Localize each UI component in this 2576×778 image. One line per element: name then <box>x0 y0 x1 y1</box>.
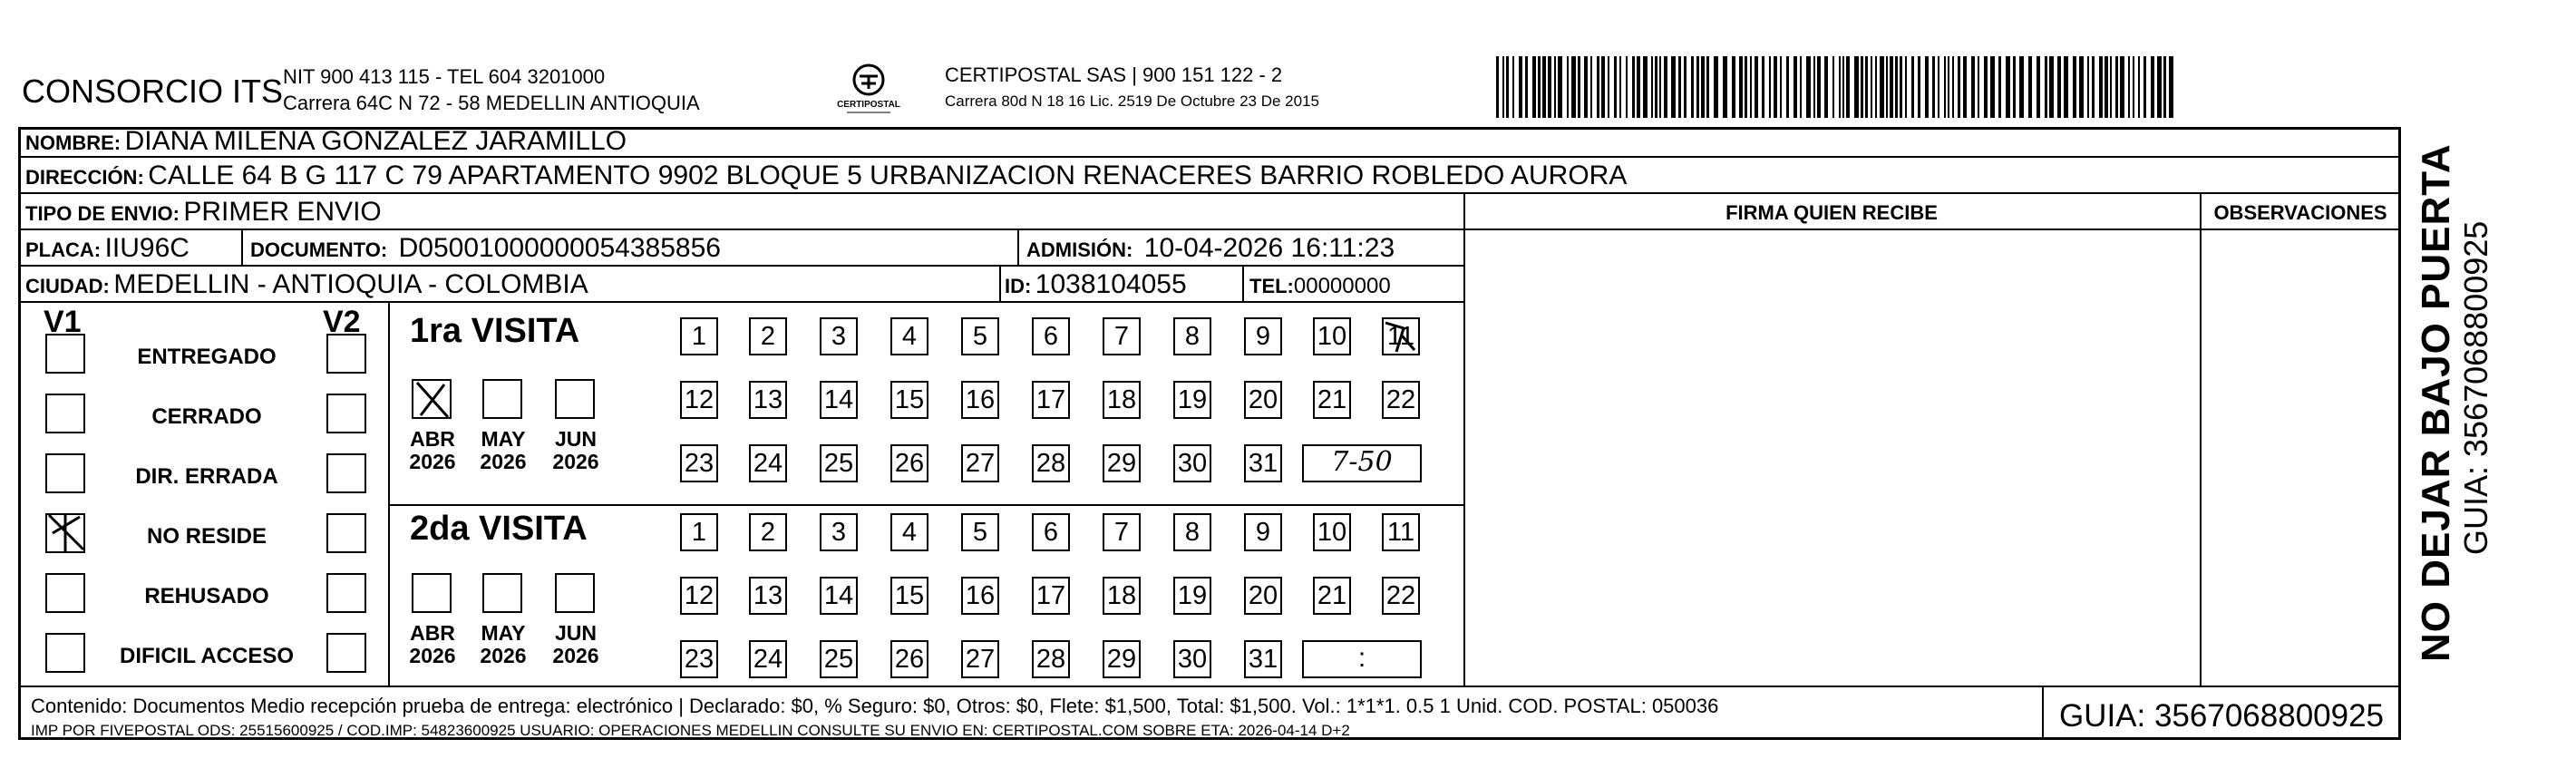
day-box[interactable]: 13 <box>749 577 787 615</box>
nit-line-2: Carrera 64C N 72 - 58 MEDELLIN ANTIOQUIA <box>283 92 700 114</box>
barcode-bar <box>1597 56 1599 118</box>
barcode-bar <box>2120 56 2124 118</box>
barcode-bar <box>1691 56 1694 118</box>
barcode-bar <box>2013 56 2016 118</box>
barcode-bar <box>1664 56 1667 118</box>
barcode-bar <box>1696 56 1699 118</box>
barcode-bar <box>1780 56 1782 118</box>
day-box[interactable]: 17 <box>1032 381 1070 419</box>
day-box[interactable]: 30 <box>1173 444 1211 482</box>
barcode-bar <box>1637 56 1640 118</box>
day-box[interactable]: 3 <box>820 317 858 355</box>
month-name: MAY <box>481 621 526 645</box>
barcode-bar <box>1871 56 1872 118</box>
col-divider <box>999 265 1001 301</box>
barcode-bar <box>2079 56 2084 118</box>
barcode-bar <box>1678 56 1681 118</box>
barcode-bar <box>1769 56 1771 118</box>
status-label: CERRADO <box>151 404 262 429</box>
barcode-bar <box>1932 56 1935 118</box>
barcode-bar <box>1655 56 1657 118</box>
barcode-bar <box>1817 56 1821 118</box>
placa-field <box>25 232 190 269</box>
day-box[interactable]: 30 <box>1173 640 1211 678</box>
documento-field <box>250 232 721 269</box>
barcode-bar <box>1525 56 1528 118</box>
barcode-bar <box>1755 56 1758 118</box>
direccion-label: DIRECCIÓN: <box>25 166 144 189</box>
barcode-bar <box>1806 56 1811 118</box>
barcode-bar <box>1813 56 1815 118</box>
barcode-bar <box>1846 56 1850 118</box>
barcode-bar <box>1875 56 1877 118</box>
barcode-bar <box>1590 56 1592 118</box>
company-name: CONSORCIO ITS <box>22 73 284 110</box>
firma-label: FIRMA QUIEN RECIBE <box>1725 201 1938 224</box>
day-box[interactable]: 21 <box>1313 381 1351 419</box>
barcode-bar <box>1793 56 1797 118</box>
month-name: JUN <box>554 621 597 645</box>
barcode-bar <box>2099 56 2103 118</box>
visit1-title: 1ra VISITA <box>410 312 580 350</box>
day-box[interactable]: 6 <box>1032 317 1070 355</box>
day-box[interactable]: 12 <box>680 577 718 615</box>
month-year: 2026 <box>480 644 527 667</box>
day-box[interactable]: 18 <box>1103 381 1141 419</box>
barcode-bar <box>1601 56 1605 118</box>
tel-label: TEL: <box>1249 275 1294 297</box>
status-label: REHUSADO <box>144 584 269 608</box>
barcode-bar <box>1948 56 1949 118</box>
barcode-bar <box>1786 56 1789 118</box>
visit-divider <box>388 504 1463 506</box>
barcode <box>1496 56 2174 118</box>
barcode-bar <box>1958 56 1960 118</box>
day-box[interactable]: 18 <box>1103 577 1141 615</box>
handwritten-time: 7-50 <box>1331 446 1393 478</box>
day-box[interactable]: 24 <box>749 444 787 482</box>
col-divider <box>2200 192 2202 686</box>
barcode-bar <box>1643 56 1648 118</box>
day-box[interactable]: 10 <box>1313 513 1351 551</box>
barcode-bar <box>2006 56 2010 118</box>
v1-checkbox[interactable] <box>45 453 85 493</box>
v2-checkbox[interactable] <box>326 633 366 673</box>
observaciones-label: OBSERVACIONES <box>2213 201 2387 224</box>
day-box[interactable]: 9 <box>1244 317 1282 355</box>
month-checkbox[interactable] <box>412 573 452 613</box>
day-box[interactable]: 2 <box>749 513 787 551</box>
day-box[interactable]: 2 <box>749 317 787 355</box>
barcode-bar <box>1548 56 1551 118</box>
barcode-bar <box>1608 56 1609 118</box>
placa-label: PLACA: <box>25 238 102 261</box>
barcode-bar <box>2128 56 2130 118</box>
month-year: 2026 <box>409 450 456 473</box>
barcode-bar <box>1990 56 1995 118</box>
certipostal-address: Carrera 80d N 18 16 Lic. 2519 De Octubre 23 De 2015 <box>945 92 1319 110</box>
barcode-bar <box>2110 56 2112 118</box>
footer-guia: GUIA: 3567068800925 <box>2058 698 2385 734</box>
v2-checkbox[interactable] <box>326 573 366 613</box>
month-year: 2026 <box>480 450 527 473</box>
status-label: DIR. ERRADA <box>135 464 278 489</box>
direccion-value: CALLE 64 B G 117 C 79 APARTAMENTO 9902 BLOQUE 5 URBANIZACION RENACERES BARRIO ROBLEDO AURORA <box>148 160 1628 190</box>
month-checkbox[interactable] <box>555 379 595 419</box>
barcode-bar <box>1895 56 1898 118</box>
logo-text: CERTIPOSTAL <box>837 100 900 110</box>
handwritten-mark <box>44 510 89 555</box>
barcode-bar <box>1706 56 1709 118</box>
side-guia: GUIA: 3567068800925 <box>2457 220 2494 555</box>
footer-contents: Contenido: Documentos Medio recepción prueba de entrega: electrónico | Declarado: $0, % Seguro: $0, Otros: $0, Flete: $1,500, Total: $1,500. Vol.: 1*1*1. 0.5 1 Unid. COD. POSTAL: 050036 <box>31 695 1719 717</box>
day-box[interactable]: 25 <box>820 444 858 482</box>
barcode-bar <box>2133 56 2134 118</box>
month-name: ABR <box>410 427 455 451</box>
month-year: 2026 <box>552 644 599 667</box>
barcode-bar <box>1745 56 1747 118</box>
barcode-bar <box>1571 56 1576 118</box>
month-label <box>544 622 608 667</box>
v1-checkbox[interactable] <box>45 573 85 613</box>
barcode-bar <box>1900 56 1902 118</box>
nombre-value: DIANA MILENA GONZALEZ JARAMILLO <box>124 126 627 156</box>
day-box[interactable]: 28 <box>1032 444 1070 482</box>
month-name: ABR <box>410 621 455 645</box>
barcode-bar <box>1584 56 1588 118</box>
tel-field <box>1249 272 1391 304</box>
barcode-bar <box>1614 56 1617 118</box>
barcode-bar <box>1538 56 1541 118</box>
certipostal-logo <box>832 62 905 116</box>
day-box[interactable]: 15 <box>890 381 928 419</box>
barcode-bar <box>1506 56 1509 118</box>
barcode-bar <box>1512 56 1514 118</box>
day-box[interactable]: 14 <box>820 381 858 419</box>
barcode-bar <box>2028 56 2032 118</box>
documento-value: D05001000000054385856 <box>398 233 721 263</box>
barcode-bar <box>2019 56 2024 118</box>
nombre-label: NOMBRE: <box>25 131 122 154</box>
barcode-bar <box>1905 56 1907 118</box>
company-nit <box>283 63 700 116</box>
barcode-bar <box>1963 56 1967 118</box>
ciudad-field <box>25 268 588 306</box>
time-placeholder: : <box>1357 643 1366 673</box>
barcode-bar <box>2073 56 2076 118</box>
barcode-bar <box>1938 56 1939 118</box>
barcode-bar <box>1651 56 1653 118</box>
v1-checkbox[interactable] <box>45 633 85 673</box>
id-field <box>1005 268 1187 306</box>
v2-checkbox[interactable] <box>326 334 366 374</box>
v2-checkbox[interactable] <box>326 513 366 553</box>
day-box[interactable]: 5 <box>961 317 999 355</box>
admision-value: 10-04-2026 16:11:23 <box>1143 233 1395 263</box>
month-label <box>401 428 464 473</box>
barcode-bar <box>1890 56 1893 118</box>
day-box[interactable]: 21 <box>1313 577 1351 615</box>
day-box[interactable]: 17 <box>1032 577 1070 615</box>
nombre-row <box>25 127 627 160</box>
v1-checkbox[interactable] <box>45 394 85 433</box>
barcode-bar <box>2064 56 2068 118</box>
day-box[interactable]: 6 <box>1032 513 1070 551</box>
barcode-bar <box>1886 56 1888 118</box>
barcode-bar <box>1519 56 1522 118</box>
barcode-bar <box>1701 56 1705 118</box>
barcode-bar <box>2138 56 2140 118</box>
day-box[interactable]: 12 <box>680 381 718 419</box>
visit2-title: 2da VISITA <box>410 510 588 548</box>
barcode-bar <box>1925 56 1929 118</box>
barcode-bar <box>1971 56 1975 118</box>
tipo-envio-row <box>25 196 382 233</box>
barcode-bar <box>1952 56 1954 118</box>
barcode-bar <box>1502 56 1504 118</box>
barcode-bar <box>1542 56 1546 118</box>
barcode-bar <box>1911 56 1914 118</box>
handwritten-mark <box>412 379 453 421</box>
month-checkbox[interactable] <box>482 573 522 613</box>
day-box[interactable]: 23 <box>680 444 718 482</box>
month-checkbox[interactable] <box>555 573 595 613</box>
day-box[interactable]: 1 <box>680 513 718 551</box>
col-divider <box>388 301 390 686</box>
barcode-bar <box>1832 56 1834 118</box>
day-box[interactable]: 3 <box>820 513 858 551</box>
barcode-bar <box>1626 56 1628 118</box>
barcode-bar <box>1880 56 1884 118</box>
day-box[interactable]: 20 <box>1244 381 1282 419</box>
day-box[interactable]: 27 <box>961 640 999 678</box>
time-box[interactable] <box>1302 444 1422 482</box>
barcode-bar <box>2045 56 2047 118</box>
day-box[interactable]: 5 <box>961 513 999 551</box>
barcode-bar <box>2169 56 2173 118</box>
barcode-bar <box>1861 56 1863 118</box>
col-divider <box>1242 265 1244 301</box>
barcode-bar <box>2092 56 2095 118</box>
barcode-bar <box>1723 56 1727 118</box>
day-box[interactable]: 31 <box>1244 640 1282 678</box>
id-value: 1038104055 <box>1035 269 1187 299</box>
day-box[interactable]: 27 <box>961 444 999 482</box>
day-box[interactable]: 4 <box>890 317 928 355</box>
barcode-bar <box>1918 56 1920 118</box>
id-label: ID: <box>1005 275 1032 297</box>
v1-checkbox[interactable] <box>45 334 85 374</box>
barcode-bar <box>1558 56 1562 118</box>
col-divider <box>1017 229 1019 265</box>
admision-field <box>1026 232 1395 269</box>
status-label: NO RESIDE <box>146 524 267 549</box>
documento-label: DOCUMENTO: <box>250 238 388 261</box>
status-label: DIFICIL ACCESO <box>119 644 294 668</box>
day-box[interactable]: 4 <box>890 513 928 551</box>
ciudad-label: CIUDAD: <box>25 275 110 297</box>
day-box[interactable]: 11 <box>1382 317 1420 355</box>
barcode-bar <box>2143 56 2146 118</box>
day-box[interactable]: 25 <box>820 640 858 678</box>
barcode-bar <box>1567 56 1569 118</box>
month-name: MAY <box>481 427 526 451</box>
month-year: 2026 <box>409 644 456 667</box>
month-label <box>401 622 464 667</box>
barcode-bar <box>1839 56 1841 118</box>
day-box[interactable]: 26 <box>890 444 928 482</box>
nit-line-1: NIT 900 413 115 - TEL 604 3201000 <box>283 65 606 88</box>
day-box[interactable]: 31 <box>1244 444 1282 482</box>
direccion-row <box>25 160 1627 197</box>
day-box[interactable]: 29 <box>1103 640 1141 678</box>
barcode-bar <box>1619 56 1621 118</box>
day-box[interactable]: 7 <box>1103 317 1141 355</box>
barcode-bar <box>1842 56 1844 118</box>
admision-label: ADMISIÓN: <box>1026 238 1133 261</box>
col-divider <box>1463 192 1465 686</box>
barcode-bar <box>2036 56 2040 118</box>
barcode-bar <box>1824 56 1828 118</box>
barcode-bar <box>1659 56 1661 118</box>
status-label: ENTREGADO <box>137 345 277 369</box>
tipo-envio-label: TIPO DE ENVIO: <box>25 202 180 225</box>
placa-value: IIU96C <box>104 233 190 263</box>
barcode-bar <box>1732 56 1735 118</box>
col-divider <box>241 229 243 265</box>
barcode-bar <box>1750 56 1752 118</box>
day-box[interactable]: 29 <box>1103 444 1141 482</box>
time-box[interactable] <box>1302 640 1422 678</box>
barcode-bar <box>2157 56 2162 118</box>
tipo-envio-value: PRIMER ENVIO <box>183 197 382 227</box>
day-box[interactable]: 20 <box>1244 577 1282 615</box>
barcode-bar <box>1532 56 1536 118</box>
no-dejar-warning: NO DEJAR BAJO PUERTA <box>2414 143 2458 662</box>
barcode-bar <box>1998 56 2001 118</box>
barcode-bar <box>1632 56 1635 118</box>
barcode-bar <box>2115 56 2118 118</box>
day-box[interactable]: 10 <box>1313 317 1351 355</box>
day-box[interactable]: 11 <box>1382 513 1420 551</box>
barcode-bar <box>2163 56 2166 118</box>
ciudad-value: MEDELLIN - ANTIOQUIA - COLOMBIA <box>113 269 588 299</box>
certipostal-name: CERTIPOSTAL SAS | 900 151 122 - 2 <box>945 63 1283 86</box>
month-checkbox[interactable] <box>482 379 522 419</box>
month-year: 2026 <box>552 450 599 473</box>
v2-label: V2 <box>323 305 361 339</box>
footer-imp: IMP POR FIVEPOSTAL ODS: 25515600925 / COD.IMP: 54823600925 USUARIO: OPERACIONES MEDELLIN CONSULTE SU ENVIO EN: CERTIPOSTAL.COM SOBRE ETA: 2026-04-14 D+2 <box>31 722 1350 739</box>
handwritten-mark <box>1382 317 1420 355</box>
day-box[interactable]: 14 <box>820 577 858 615</box>
day-box[interactable]: 15 <box>890 577 928 615</box>
day-box[interactable]: 7 <box>1103 513 1141 551</box>
day-box[interactable]: 22 <box>1382 381 1420 419</box>
day-box[interactable]: 24 <box>749 640 787 678</box>
day-box[interactable]: 22 <box>1382 577 1420 615</box>
barcode-bar <box>1984 56 1988 118</box>
day-box[interactable]: 19 <box>1173 577 1211 615</box>
barcode-bar <box>2105 56 2108 118</box>
day-box[interactable]: 8 <box>1173 317 1211 355</box>
barcode-bar <box>1671 56 1676 118</box>
month-label <box>471 428 535 473</box>
barcode-bar <box>2049 56 2054 118</box>
barcode-bar <box>1714 56 1718 118</box>
barcode-bar <box>1800 56 1802 118</box>
v2-checkbox[interactable] <box>326 394 366 433</box>
tel-value: 00000000 <box>1293 274 1391 298</box>
day-box[interactable]: 28 <box>1032 640 1070 678</box>
barcode-bar <box>1496 56 1499 118</box>
barcode-bar <box>1684 56 1687 118</box>
barcode-bar <box>2151 56 2154 118</box>
barcode-bar <box>1739 56 1743 118</box>
day-box[interactable]: 23 <box>680 640 718 678</box>
day-box[interactable]: 8 <box>1173 513 1211 551</box>
day-box[interactable]: 16 <box>961 381 999 419</box>
barcode-bar <box>2057 56 2061 118</box>
month-label <box>471 622 535 667</box>
barcode-bar <box>1944 56 1946 118</box>
v1-label: V1 <box>44 305 82 339</box>
barcode-bar <box>2087 56 2089 118</box>
day-box[interactable]: 19 <box>1173 381 1211 419</box>
month-name: JUN <box>554 427 597 451</box>
barcode-bar <box>1865 56 1868 118</box>
barcode-bar <box>1578 56 1580 118</box>
month-label <box>544 428 608 473</box>
day-box[interactable]: 26 <box>890 640 928 678</box>
barcode-bar <box>1978 56 1979 118</box>
day-box[interactable]: 1 <box>680 317 718 355</box>
barcode-bar <box>1774 56 1777 118</box>
barcode-bar <box>1762 56 1764 118</box>
barcode-bar <box>1854 56 1859 118</box>
day-box[interactable]: 16 <box>961 577 999 615</box>
day-box[interactable]: 9 <box>1244 513 1282 551</box>
v2-checkbox[interactable] <box>326 453 366 493</box>
day-box[interactable]: 13 <box>749 381 787 419</box>
barcode-bar <box>1554 56 1556 118</box>
